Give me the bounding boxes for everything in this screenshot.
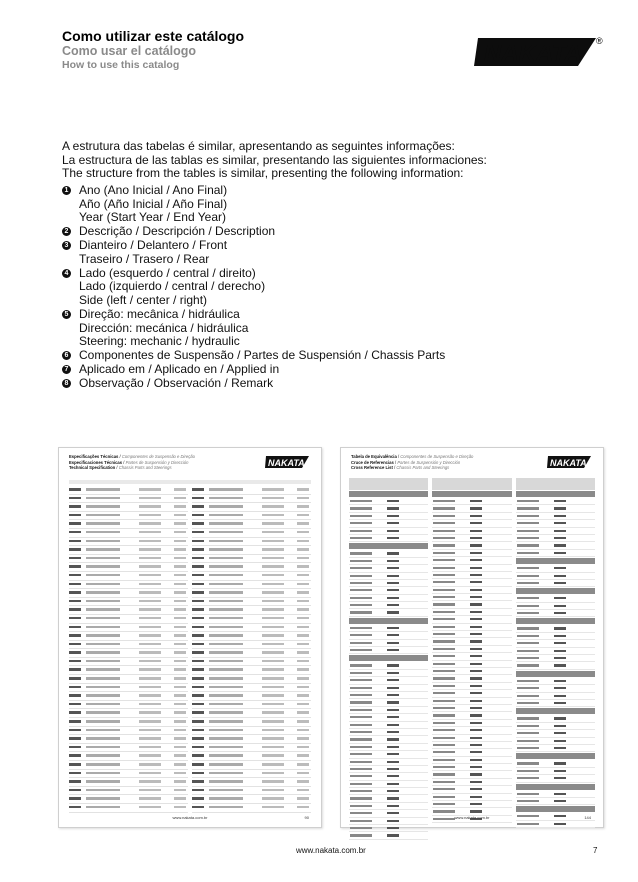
sample-table-row [192,632,311,641]
sample-table-column [192,486,311,813]
sample-table-row [432,794,511,801]
legend-item-text: Steering: mechanic / hydraulic [79,334,240,349]
sample-table-row [349,795,428,802]
sample-table-row [516,745,595,752]
sample-table-row [192,555,311,564]
sample-table-row [192,804,311,813]
sample-table-row [432,661,511,668]
legend-item-text: Dirección: mecánica / hidráulica [79,320,249,335]
sample-table-row [432,735,511,742]
legend-item-text: Traseiro / Trasero / Rear [79,251,210,266]
page-subtitle-en: How to use this catalog [62,59,180,71]
sample-table-row [192,735,311,744]
sample-table-row [349,535,428,542]
sample-table-row [69,563,188,572]
sample-table-row [432,690,511,697]
sample-table-row [516,738,595,745]
sample-table-row [432,764,511,771]
sample-table-row [516,685,595,692]
sample-table-row [432,705,511,712]
sample-table-row [69,761,188,770]
sample-table-row [69,770,188,779]
sample-table-row [432,742,511,749]
sample-table-header [349,478,428,490]
sample-table-row [432,698,511,705]
sample-table-row [516,610,595,617]
sample-table-row [516,678,595,685]
legend-item-text: Year (Start Year / End Year) [79,210,226,225]
sample-table-row [69,778,188,787]
sample-table-row [192,675,311,684]
legend-item [62,349,445,363]
footer-page-number: 7 [593,846,598,855]
sample-table-row [192,581,311,590]
sample-table-row [432,720,511,727]
legend-item-text: Direção: mecânica / hidráulica [79,306,240,321]
sample-table-row [69,692,188,701]
sample-table-row [349,670,428,677]
sample-table-header [432,478,511,490]
sample-table-row [516,580,595,587]
sample-table-row [349,788,428,795]
sample-brand-band [349,655,428,661]
sample-table-row [349,505,428,512]
sample-table-row [192,641,311,650]
sample-table-row [432,528,511,535]
sample-table-row [69,538,188,547]
sample-table-row [192,778,311,787]
sample-table-row [516,693,595,700]
sample-table-row [69,555,188,564]
sample-table-row [192,529,311,538]
sample-table-row [349,773,428,780]
legend-item-text: Aplicado em / Aplicado en / Applied in [79,362,280,377]
sample-page-number: 144 [584,815,591,820]
sample-table-row [192,718,311,727]
sample-table-row [69,581,188,590]
sample-table-row [516,768,595,775]
sample-table-row [349,595,428,602]
sample-table-row [69,529,188,538]
sample-table-row [432,631,511,638]
sample-table-row [69,684,188,693]
sample-table-row [432,786,511,793]
sample-table-row [432,513,511,520]
sample-table-row [69,675,188,684]
sample-table-row [192,624,311,633]
sample-table-row [516,723,595,730]
sample-table-row [69,735,188,744]
sample-table-row [432,646,511,653]
sample-page-footer: www.nakata.com.br [172,815,208,820]
legend-item-text: Año (Año Inicial / Año Final) [79,196,228,211]
sample-table-row [69,649,188,658]
legend-item-text: Descrição / Descripción / Description [79,224,276,239]
sample-table-column [516,478,595,840]
sample-table-row [516,655,595,662]
sample-table-row [192,787,311,796]
sample-table-row [349,825,428,832]
sample-table-row [432,520,511,527]
sample-table-row [516,791,595,798]
sample-table-row [69,589,188,598]
sample-table-row [69,744,188,753]
sample-table-row [192,486,311,495]
legend-number-badge: 1 [62,186,71,195]
sample-table-row [432,557,511,564]
sample-table-row [349,692,428,699]
svg-text:NAKATA: NAKATA [550,458,587,468]
sample-table-row [432,757,511,764]
sample-table-row [349,609,428,616]
sample-table-row [432,624,511,631]
sample-table-row [432,771,511,778]
legend-item-text: Side (left / center / right) [79,292,208,307]
sample-brand-band [349,618,428,624]
sample-brand-band [516,753,595,759]
legend-item-text: Dianteiro / Delantero / Front [79,238,228,253]
sample-table-row [349,558,428,565]
sample-table-row [69,666,188,675]
sample-table-row [192,761,311,770]
legend-number-badge: 6 [62,351,71,360]
sample-table-row [349,662,428,669]
legend-item-text: Lado (izquierdo / central / derecho) [79,279,266,294]
sample-table-row [432,601,511,608]
sample-table-row [516,715,595,722]
sample-table-row [432,572,511,579]
sample-table-row [192,572,311,581]
sample-table-row [69,495,188,504]
sample-table-header [69,480,311,484]
legend-item [62,363,445,377]
sample-table-row [349,722,428,729]
sample-page-technical-specification [58,447,322,828]
sample-table-row [349,520,428,527]
sample-table-row [192,692,311,701]
sample-table-row [192,666,311,675]
sample-table [69,486,311,813]
sample-brand-band [516,618,595,624]
sample-table-row [69,658,188,667]
sample-table-row [349,781,428,788]
sample-table-row [516,798,595,805]
sample-brand-band [516,558,595,564]
sample-table-row [349,632,428,639]
sample-page-logo [547,454,593,470]
sample-table-row [432,683,511,690]
intro-line-en: The structure from the tables is similar, presenting the following information: [62,166,464,180]
sample-table-row [432,675,511,682]
sample-table-row [192,752,311,761]
sample-table-row [69,727,188,736]
sample-table-column [69,486,188,813]
sample-table-row [349,744,428,751]
sample-table-row [69,709,188,718]
sample-table-row [69,598,188,607]
sample-page-cross-reference [340,447,604,828]
sample-table-header [516,478,595,490]
sample-table-row [349,707,428,714]
sample-table-row [349,587,428,594]
sample-table-row [192,615,311,624]
sample-table-row [516,700,595,707]
legend-number-badge: 8 [62,379,71,388]
sample-table-row [192,606,311,615]
sample-table-row [349,513,428,520]
page-subtitle-es: Como usar el catálogo [62,44,197,58]
registered-mark: ® [596,36,603,46]
sample-table-row [516,730,595,737]
sample-table-row [432,594,511,601]
sample-table-row [192,598,311,607]
sample-brand-band [516,588,595,594]
sample-table-row [349,625,428,632]
sample-table-row [192,649,311,658]
sample-table-row [69,615,188,624]
legend-item [62,184,445,225]
legend-item [62,267,445,308]
sample-table-row [349,751,428,758]
sample-table-row [432,779,511,786]
sample-table-row [349,647,428,654]
sample-brand-band [516,708,595,714]
sample-table-row [432,653,511,660]
svg-text:NAKATA: NAKATA [268,458,305,468]
sample-table-row [516,760,595,767]
sample-table-row [516,662,595,669]
sample-table-row [69,701,188,710]
sample-table-row [432,712,511,719]
sample-table-row [69,486,188,495]
sample-table-row [432,587,511,594]
sample-table-row [516,603,595,610]
sample-table-column [349,478,428,840]
sample-brand-band [432,491,511,497]
sample-table-row [192,684,311,693]
sample-table-row [192,589,311,598]
sample-table-row [432,565,511,572]
sample-table-row [69,546,188,555]
legend-item-text: Ano (Ano Inicial / Ano Final) [79,183,228,197]
sample-table-row [432,542,511,549]
sample-table-row [516,550,595,557]
sample-table-row [516,595,595,602]
sample-table-row [349,714,428,721]
sample-table-row [192,701,311,710]
sample-table-row [192,512,311,521]
sample-table-row [432,579,511,586]
legend-item [62,308,445,349]
sample-table-row [432,616,511,623]
sample-table-row [516,520,595,527]
sample-table-row [192,563,311,572]
sample-page-number: 90 [304,815,309,820]
sample-table-row [516,625,595,632]
sample-table-row [69,787,188,796]
sample-table-row [349,498,428,505]
sample-page-logo [265,454,311,470]
legend-number-badge: 2 [62,227,71,236]
sample-table-row [432,727,511,734]
sample-table-row [516,640,595,647]
sample-table-row [349,766,428,773]
sample-table-row [432,749,511,756]
sample-table-row [192,744,311,753]
page-title: Como utilizar este catálogo [62,28,245,44]
sample-table-row [69,752,188,761]
sample-table-row [432,668,511,675]
sample-table-row [192,546,311,555]
sample-cross-reference-table [349,478,595,840]
sample-table-row [516,498,595,505]
sample-table-row [349,677,428,684]
sample-table-row [349,699,428,706]
sample-table-row [432,550,511,557]
sample-table-row [69,718,188,727]
legend-number-badge: 5 [62,310,71,319]
sample-table-row [516,633,595,640]
legend-list [62,184,445,391]
legend-item [62,377,445,391]
nakata-logo [474,32,604,72]
sample-table-row [516,528,595,535]
sample-table-row [432,638,511,645]
sample-table-row [349,685,428,692]
footer-url: www.nakata.com.br [296,846,366,855]
sample-table-row [349,580,428,587]
sample-brand-band [516,671,595,677]
sample-table-row [516,535,595,542]
sample-table-row [69,572,188,581]
sample-table-row [516,513,595,520]
sample-table-row [432,498,511,505]
sample-page-footer: www.nakata.com.br [454,815,490,820]
sample-table-row [192,503,311,512]
sample-table-row [192,727,311,736]
sample-brand-band [516,491,595,497]
sample-table-row [516,505,595,512]
sample-table-row [432,505,511,512]
sample-table-column [432,478,511,840]
sample-table-row [192,520,311,529]
sample-table-row [69,624,188,633]
logo-wordmark: NAKATA [484,40,582,67]
sample-table-row [516,775,595,782]
legend-number-badge: 3 [62,241,71,250]
sample-table-row [192,658,311,667]
sample-brand-band [516,806,595,812]
sample-table-row [69,632,188,641]
sample-table-row [69,641,188,650]
sample-table-row [349,759,428,766]
sample-table-row [516,565,595,572]
sample-table-row [192,709,311,718]
sample-table-row [349,573,428,580]
sample-table-row [192,538,311,547]
sample-table-row [516,573,595,580]
sample-page-header: Especificações Técnicas / Componentes de Suspensão e Direção Especificaciones Técnicas / Partes de Suspensión y Dirección Technical Specification / Chassis Parts and Steerings [69,454,195,471]
legend-number-badge: 7 [62,365,71,374]
sample-table-row [69,606,188,615]
sample-table-row [432,801,511,808]
sample-table-row [192,495,311,504]
sample-table-row [349,640,428,647]
sample-brand-band [349,543,428,549]
sample-table-row [432,609,511,616]
legend-item [62,239,445,266]
sample-page-header: Tabela de Equivalência / Componentes de Suspensão e Direção Cruce de Referencias / Partes de Suspensión y Dirección Cross Reference List / Chassis Parts and Steerings [351,454,474,471]
intro-line-es: La estructura de las tablas es similar, presentando las siguientes informaciones: [62,152,487,167]
sample-table-row [349,528,428,535]
sample-table-row [69,804,188,813]
sample-table-row [69,520,188,529]
legend-item-text: Componentes de Suspensão / Partes de Suspensión / Chassis Parts [79,348,446,363]
legend-item-text: Lado (esquerdo / central / direito) [79,265,256,280]
sample-table-row [349,602,428,609]
sample-brand-band [349,491,428,497]
sample-table-row [349,729,428,736]
sample-table-row [349,736,428,743]
sample-table-row [349,803,428,810]
sample-table-row [192,770,311,779]
legend-item-text: Observação / Observación / Remark [79,376,274,391]
sample-table-row [69,503,188,512]
sample-table-row [516,648,595,655]
sample-table-row [192,795,311,804]
sample-table-row [516,542,595,549]
sample-table-row [69,512,188,521]
sample-table-row [349,565,428,572]
sample-table-row [69,795,188,804]
legend-item [62,225,445,239]
sample-table-row [432,535,511,542]
intro-text [62,140,602,181]
intro-line-pt: A estrutura das tabelas é similar, apresentando as seguintes informações: [62,139,455,153]
sample-table-row [516,821,595,828]
sample-table-row [349,832,428,839]
legend-number-badge: 4 [62,269,71,278]
sample-brand-band [516,784,595,790]
sample-table-row [349,550,428,557]
